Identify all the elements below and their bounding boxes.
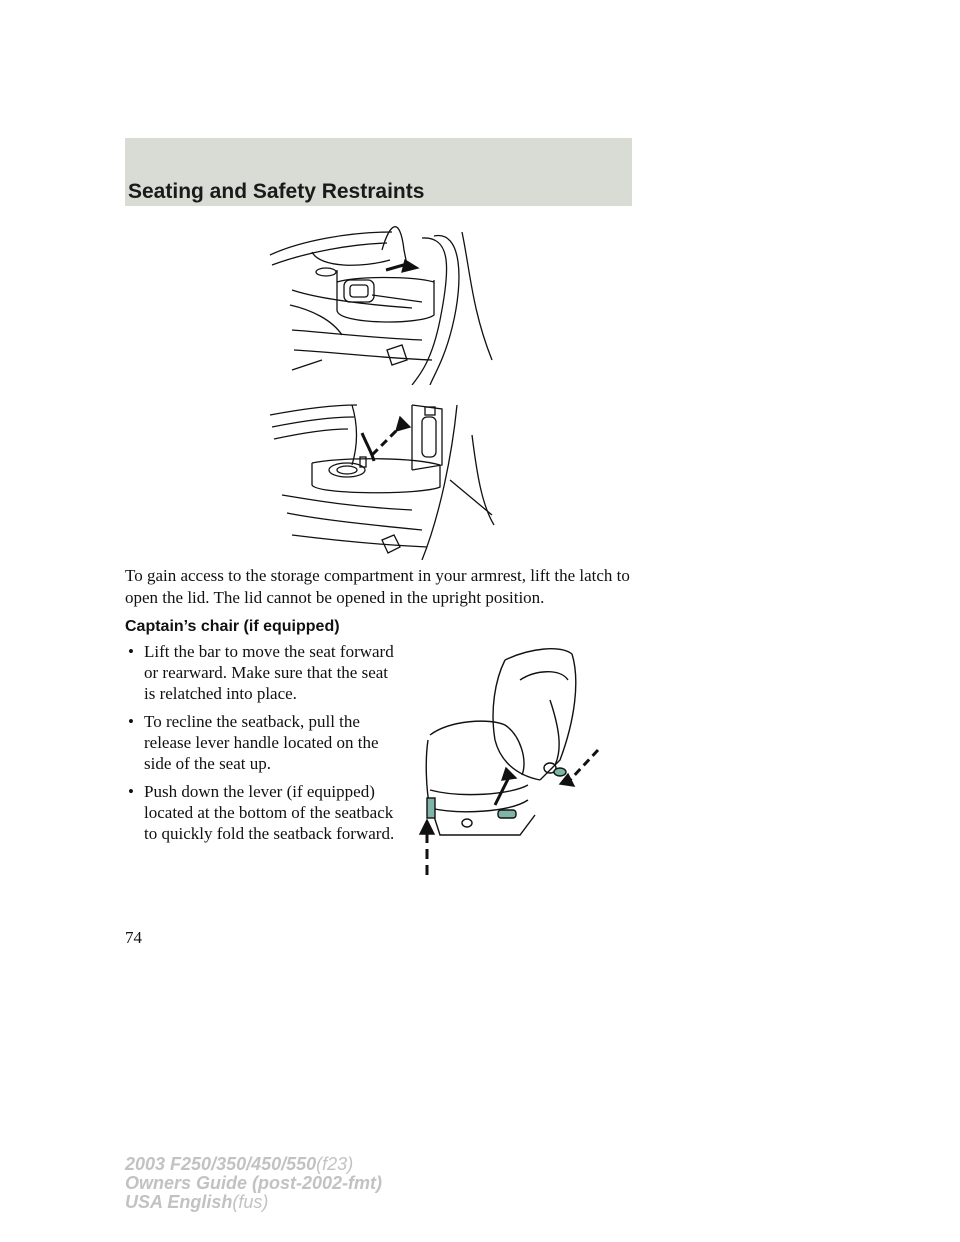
footer-guide: Owners Guide (post-2002-fmt) [125,1173,383,1193]
captains-chair-bullets [125,641,395,851]
footer-doc-info [125,1155,382,1212]
footer-language: USA English [125,1192,233,1212]
footer-line-language [125,1193,382,1212]
list-item [125,641,395,704]
page-title: Seating and Safety Restraints [128,180,425,203]
armrest-lid-open-illustration [262,395,502,560]
list-item [125,711,395,774]
captains-chair-illustration [410,640,610,880]
page-number: 74 [125,928,142,947]
footer-language-code: (fus) [232,1192,269,1212]
armrest-latch-illustration [262,210,502,385]
list-item-text: To recline the seatback, pull the release lever handle located on the side of the seat up. [144,712,379,773]
bullet-glyph: • [128,642,134,661]
footer-model: 2003 F250/350/450/550 [125,1154,317,1174]
armrest-paragraph: To gain access to the storage compartment in your armrest, lift the latch to open the lid. The lid cannot be opened in the upright position. [125,566,630,607]
bullet-glyph: • [128,782,134,801]
list-item-text: Lift the bar to move the seat forward or rearward. Make sure that the seat is relatched into place. [144,642,394,703]
footer-model-code: (f23) [316,1154,354,1174]
footer-line-model [125,1155,382,1174]
captains-chair-heading: Captain’s chair (if equipped) [125,618,340,635]
list-item-text: Push down the lever (if equipped) located at the bottom of the seatback to quickly fold the seatback forward. [144,782,395,843]
bullet-glyph: • [128,712,134,731]
footer-line-guide [125,1174,382,1193]
list-item [125,781,395,844]
